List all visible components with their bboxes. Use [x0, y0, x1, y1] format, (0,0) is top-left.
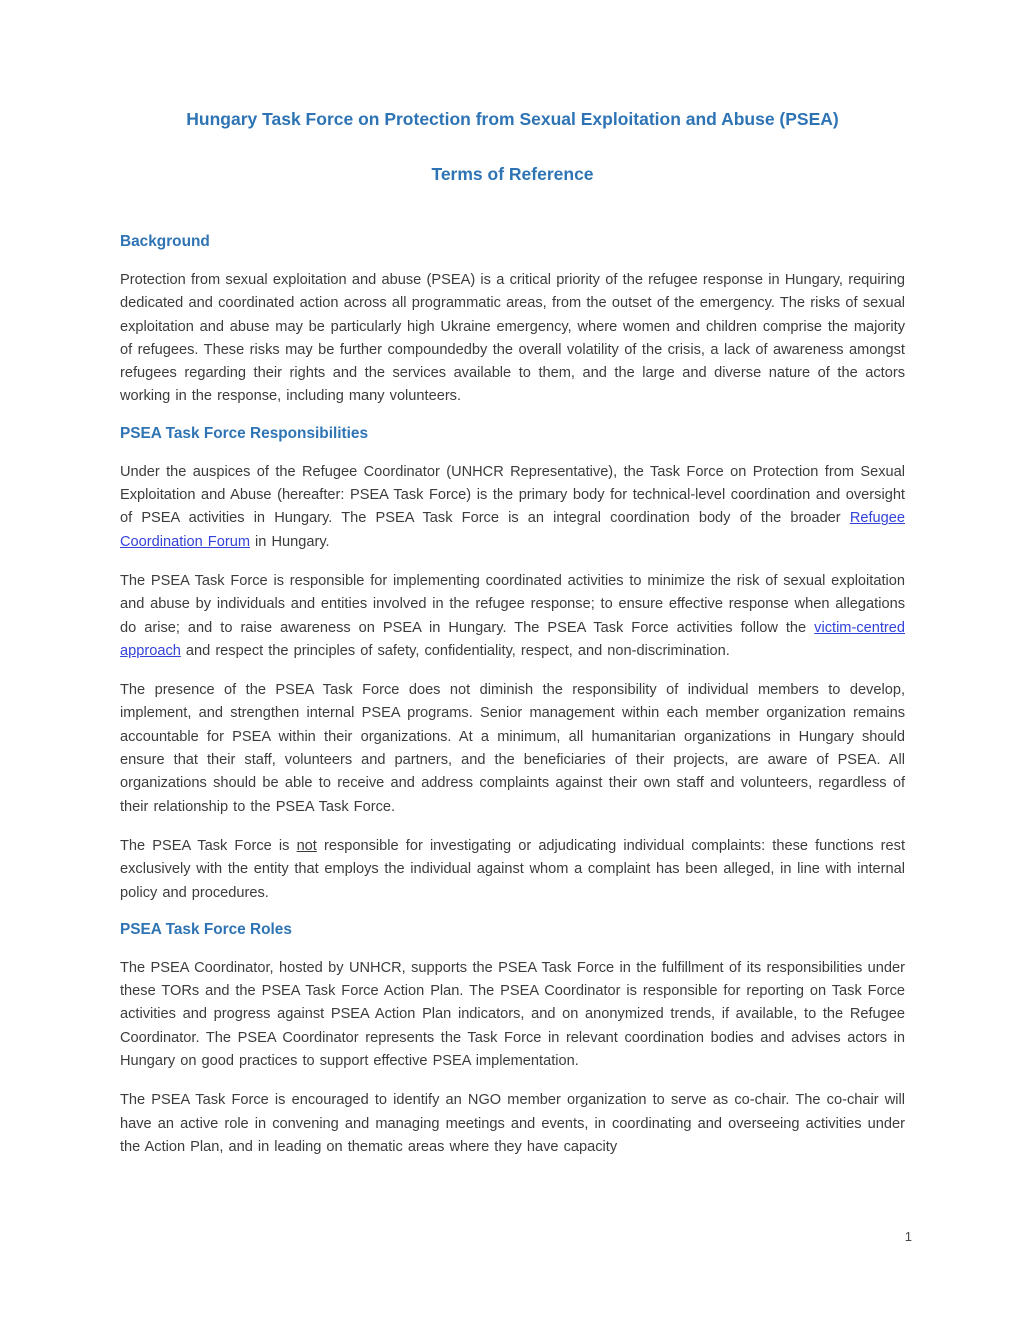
- paragraph: [120, 835, 905, 905]
- document-body: [120, 233, 905, 1159]
- paragraph: [120, 679, 905, 819]
- document-subtitle: Terms of Reference: [431, 164, 594, 184]
- text-run: responsible for investigating or adjudicating individual complaints: these functions rest exclusively with the entity that employs the individual against whom a complaint has been alleged, in line with internal policy and procedures.: [120, 837, 905, 901]
- text-run: The PSEA Task Force is responsible for implementing coordinated activities to minimize the risk of sexual exploitation and abuse by individuals and entities involved in the refugee response; to ensure effective response when allegations do arise; and to raise awareness on PSEA in Hungary. The PSEA Task Force activities follow the: [120, 572, 905, 636]
- text-run: and respect the principles of safety, confidentiality, respect, and non-discrimination.: [180, 642, 730, 659]
- text-run: The PSEA Coordinator, hosted by UNHCR, supports the PSEA Task Force in the fulfillment of its responsibilities under these TORs and the PSEA Task Force Action Plan. The PSEA Coordinator is responsible for reporting on Task Force activities and progress against PSEA Action Plan indicators, and on anonymized trends, if available, to the Refugee Coordinator. The PSEA Coordinator represents the Task Force in relevant coordination bodies and advises actors in Hungary on good practices to support effective PSEA implementation.: [120, 959, 905, 1070]
- hyperlink[interactable]: Refugee Coordination Forum: [120, 510, 905, 550]
- text-run: Protection from sexual exploitation and abuse (PSEA) is a critical priority of the refugee response in Hungary, requiring dedicated and coordinated action across all programmatic areas, from the outset of the emergency. The risks of sexual exploitation and abuse may be particularly high Ukraine emergency, where women and children comprise the majority of refugees. These risks may be further compoundedby the overall volatility of the crisis, a lack of awareness amongst refugees regarding their rights and the services available to them, and the large and diverse nature of the actors working in the response, including many volunteers.: [120, 272, 905, 405]
- paragraph: [120, 570, 905, 663]
- paragraph: [120, 269, 905, 409]
- document-content: [120, 108, 905, 1175]
- text-run: in Hungary.: [249, 533, 330, 550]
- paragraph: [120, 957, 905, 1073]
- document-title: Hungary Task Force on Protection from Sexual Exploitation and Abuse (PSEA): [186, 109, 839, 129]
- section-heading: PSEA Task Force Responsibilities: [120, 424, 369, 442]
- page-number: 1: [904, 1229, 912, 1244]
- hyperlink[interactable]: victim-centred approach: [120, 619, 905, 659]
- underlined-text: not: [296, 837, 317, 854]
- text-run: Under the auspices of the Refugee Coordinator (UNHCR Representative), the Task Force on Protection from Sexual Exploitation and Abuse (hereafter: PSEA Task Force) is the primary body for technical-level coordination and oversight of PSEA activities in Hungary. The PSEA Task Force is an integral coordination body of the broader: [120, 463, 905, 527]
- text-run: The presence of the PSEA Task Force does not diminish the responsibility of individual members to develop, implement, and strengthen internal PSEA programs. Senior management within each member organization remains accountable for PSEA within their organizations. At a minimum, all humanitarian organizations in Hungary should ensure that their staff, volunteers and partners, and the beneficiaries of their projects, are aware of PSEA. All organizations should be able to receive and address complaints against their own staff and volunteers, regardless of their relationship to the PSEA Task Force.: [120, 682, 905, 815]
- text-run: The PSEA Task Force is: [120, 837, 297, 854]
- paragraph: [120, 461, 905, 554]
- text-run: The PSEA Task Force is encouraged to identify an NGO member organization to serve as co-chair. The co-chair will have an active role in convening and managing meetings and events, in coordinating and overseeing activities under the Action Plan, and in leading on thematic areas where they have capacity: [120, 1092, 905, 1155]
- section-heading: Background: [120, 233, 210, 250]
- paragraph: [120, 1089, 905, 1159]
- section-heading: PSEA Task Force Roles: [120, 920, 292, 938]
